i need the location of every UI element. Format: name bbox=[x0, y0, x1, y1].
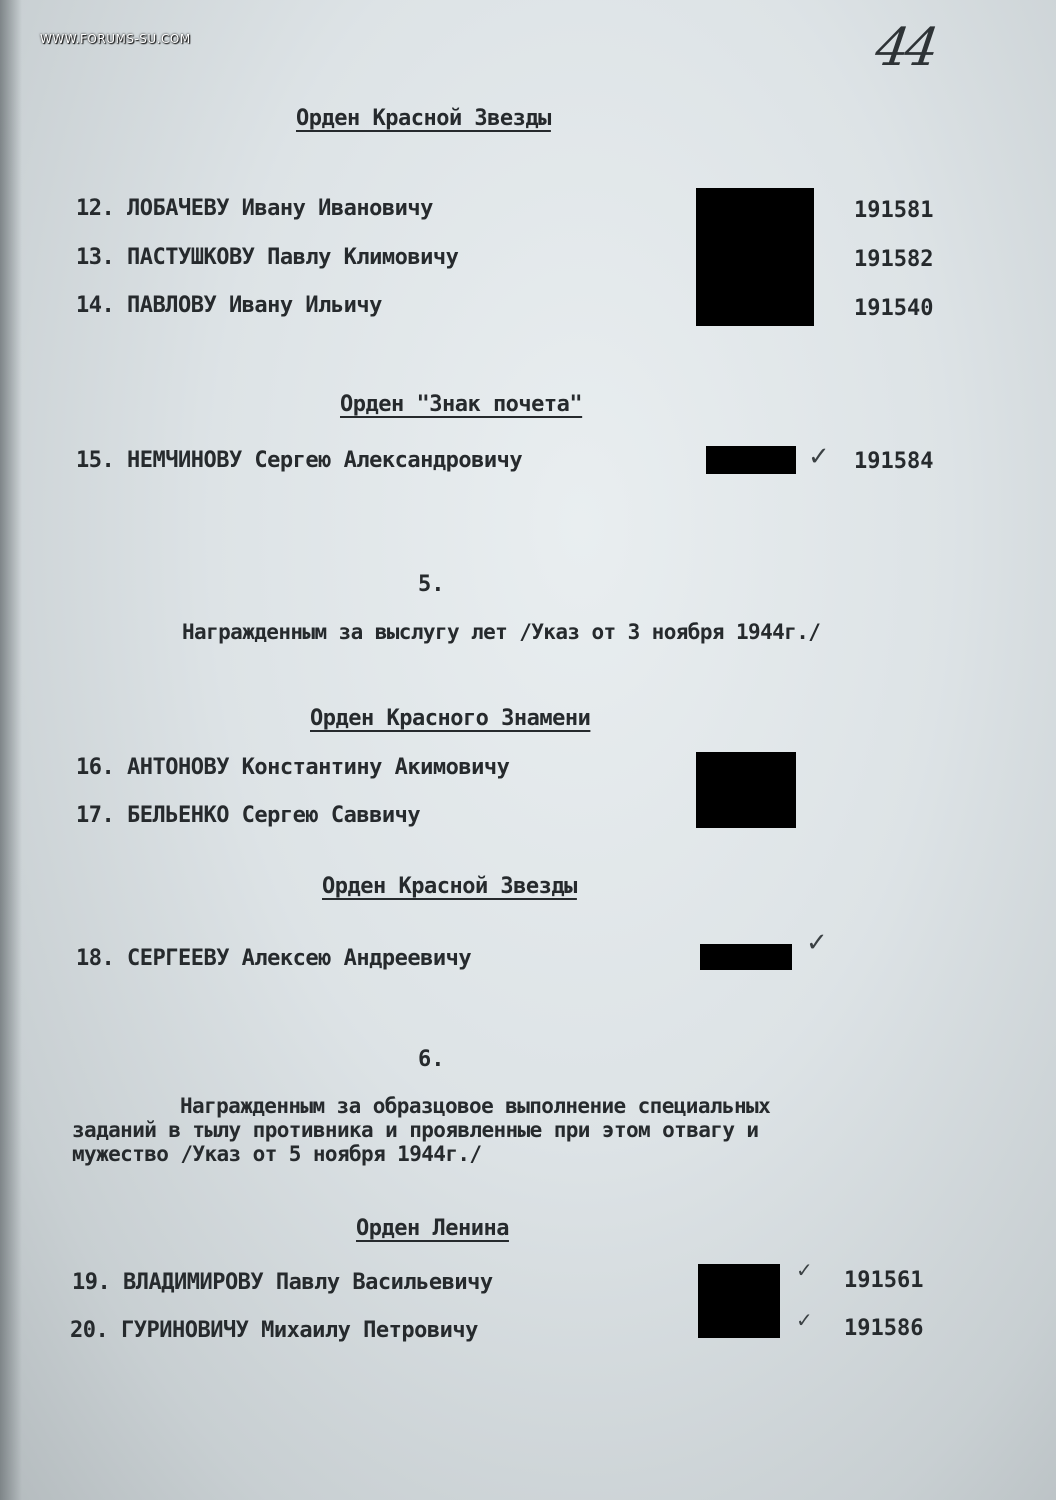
checkmark-icon: ✓ bbox=[796, 1258, 813, 1282]
heading-badge-of-honour: Орден "Знак почета" bbox=[340, 392, 583, 417]
heading-red-banner: Орден Красного Знамени bbox=[310, 706, 591, 731]
redaction-block bbox=[696, 188, 814, 326]
watermark: WWW.FORUMS-SU.COM bbox=[40, 32, 191, 46]
section-6-line-3: мужество /Указ от 5 ноября 1944г./ bbox=[72, 1142, 482, 1166]
redaction-block bbox=[706, 446, 796, 474]
redaction-block bbox=[700, 944, 792, 970]
section-5-text: Награжденным за выслугу лет /Указ от 3 ноября 1944г./ bbox=[182, 620, 821, 644]
page-edge-shadow bbox=[0, 0, 22, 1500]
entry-19: 19. ВЛАДИМИРОВУ Павлу Васильевичу bbox=[72, 1270, 493, 1295]
entry-14: 14. ПАВЛОВУ Ивану Ильичу bbox=[76, 293, 382, 318]
entry-12: 12. ЛОБАЧЕВУ Ивану Ивановичу bbox=[76, 196, 433, 221]
heading-order-of-lenin: Орден Ленина bbox=[356, 1216, 509, 1241]
heading-red-star: Орден Красной Звезды bbox=[296, 106, 551, 131]
entry-17: 17. БЕЛЬЕНКО Сергею Саввичу bbox=[76, 803, 421, 828]
section-number-6: 6. bbox=[418, 1047, 445, 1072]
redaction-block bbox=[696, 752, 796, 828]
number-12: 191581 bbox=[854, 198, 934, 223]
number-15: 191584 bbox=[854, 449, 934, 474]
entry-13: 13. ПАСТУШКОВУ Павлу Климовичу bbox=[76, 245, 459, 270]
page-number: 44 bbox=[871, 18, 939, 78]
entry-20: 20. ГУРИНОВИЧУ Михаилу Петровичу bbox=[70, 1318, 478, 1343]
section-6-line-1: Награжденным за образцовое выполнение специальных bbox=[180, 1094, 771, 1118]
entry-15: 15. НЕМЧИНОВУ Сергею Александровичу bbox=[76, 448, 523, 473]
checkmark-icon: ✓ bbox=[796, 1308, 813, 1332]
section-6-line-2: заданий в тылу противника и проявленные при этом отвагу и bbox=[72, 1118, 759, 1142]
number-14: 191540 bbox=[854, 296, 934, 321]
heading-red-star-2: Орден Красной Звезды bbox=[322, 874, 577, 899]
number-13: 191582 bbox=[854, 247, 934, 272]
checkmark-icon: ✓ bbox=[808, 442, 830, 472]
number-19: 191561 bbox=[844, 1268, 924, 1293]
redaction-block bbox=[698, 1264, 780, 1338]
number-20: 191586 bbox=[844, 1316, 924, 1341]
entry-16: 16. АНТОНОВУ Константину Акимовичу bbox=[76, 755, 510, 780]
entry-18: 18. СЕРГЕЕВУ Алексею Андреевичу bbox=[76, 946, 472, 971]
section-number-5: 5. bbox=[418, 572, 445, 597]
checkmark-icon: ✓ bbox=[806, 928, 828, 958]
